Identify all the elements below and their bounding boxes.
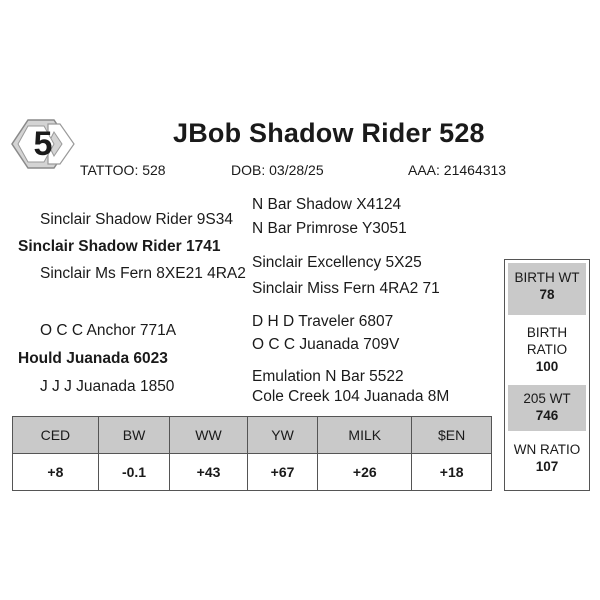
epd-value-en: +18 bbox=[412, 454, 492, 491]
epd-header-yw: YW bbox=[247, 417, 317, 454]
epd-header-en: $EN bbox=[412, 417, 492, 454]
birth-weight-value: 78 bbox=[539, 287, 555, 302]
birth-ratio-cell bbox=[508, 322, 586, 380]
pedigree-sire-dam-dam: Sinclair Miss Fern 4RA2 71 bbox=[252, 280, 440, 297]
pedigree-dam: Hould Juanada 6023 bbox=[18, 350, 168, 367]
epd-header-milk: MILK bbox=[318, 417, 412, 454]
pedigree-sire-dam-sire: Sinclair Excellency 5X25 bbox=[252, 254, 422, 271]
epd-value-ced: +8 bbox=[13, 454, 99, 491]
epd-header-row bbox=[13, 417, 492, 454]
weight-205-label: 205 WT bbox=[523, 391, 571, 406]
epd-header-ced: CED bbox=[13, 417, 99, 454]
epd-table bbox=[12, 416, 492, 491]
animal-name: JBob Shadow Rider 528 bbox=[173, 118, 485, 148]
pedigree-sire-sire: Sinclair Shadow Rider 9S34 bbox=[40, 211, 233, 228]
birth-weight-cell bbox=[508, 263, 586, 315]
registration-number: AAA: 21464313 bbox=[408, 162, 507, 178]
pedigree-sire-dam: Sinclair Ms Fern 8XE21 4RA2 bbox=[40, 265, 246, 282]
epd-header-bw: BW bbox=[98, 417, 169, 454]
pedigree-sire: Sinclair Shadow Rider 1741 bbox=[18, 238, 221, 255]
epd-header-ww: WW bbox=[170, 417, 248, 454]
weaning-ratio-cell bbox=[508, 436, 586, 486]
birth-ratio-label-2: RATIO bbox=[526, 342, 568, 357]
pedigree-sire-sire-dam: N Bar Primrose Y3051 bbox=[252, 220, 407, 237]
birth-ratio-value: 100 bbox=[535, 359, 559, 374]
pedigree-dam-dam-sire: Emulation N Bar 5522 bbox=[252, 368, 404, 385]
tattoo-label: TATTOO: 528 bbox=[80, 162, 166, 178]
pedigree-dam-sire-dam: O C C Juanada 709V bbox=[252, 336, 400, 353]
weight-205-value: 746 bbox=[535, 408, 559, 423]
birth-weight-label: BIRTH WT bbox=[514, 270, 580, 285]
pedigree-dam-dam-dam: Cole Creek 104 Juanada 8M bbox=[252, 388, 450, 405]
epd-value-ww: +43 bbox=[170, 454, 248, 491]
pedigree-sire-sire-sire: N Bar Shadow X4124 bbox=[252, 196, 402, 213]
dob-label: DOB: 03/28/25 bbox=[231, 162, 324, 178]
weaning-ratio-value: 107 bbox=[535, 459, 559, 474]
birth-ratio-label-1: BIRTH bbox=[526, 325, 568, 340]
pedigree-dam-dam: J J J Juanada 1850 bbox=[40, 378, 175, 395]
epd-value-milk: +26 bbox=[318, 454, 412, 491]
epd-value-yw: +67 bbox=[247, 454, 317, 491]
performance-box bbox=[504, 259, 590, 491]
lot-number: 5 bbox=[33, 125, 53, 163]
weaning-ratio-label: WN RATIO bbox=[513, 442, 581, 457]
epd-value-row bbox=[13, 454, 492, 491]
epd-value-bw: -0.1 bbox=[98, 454, 169, 491]
pedigree-dam-sire: O C C Anchor 771A bbox=[40, 322, 177, 339]
pedigree-dam-sire-sire: D H D Traveler 6807 bbox=[252, 313, 394, 330]
weight-205-cell bbox=[508, 385, 586, 431]
